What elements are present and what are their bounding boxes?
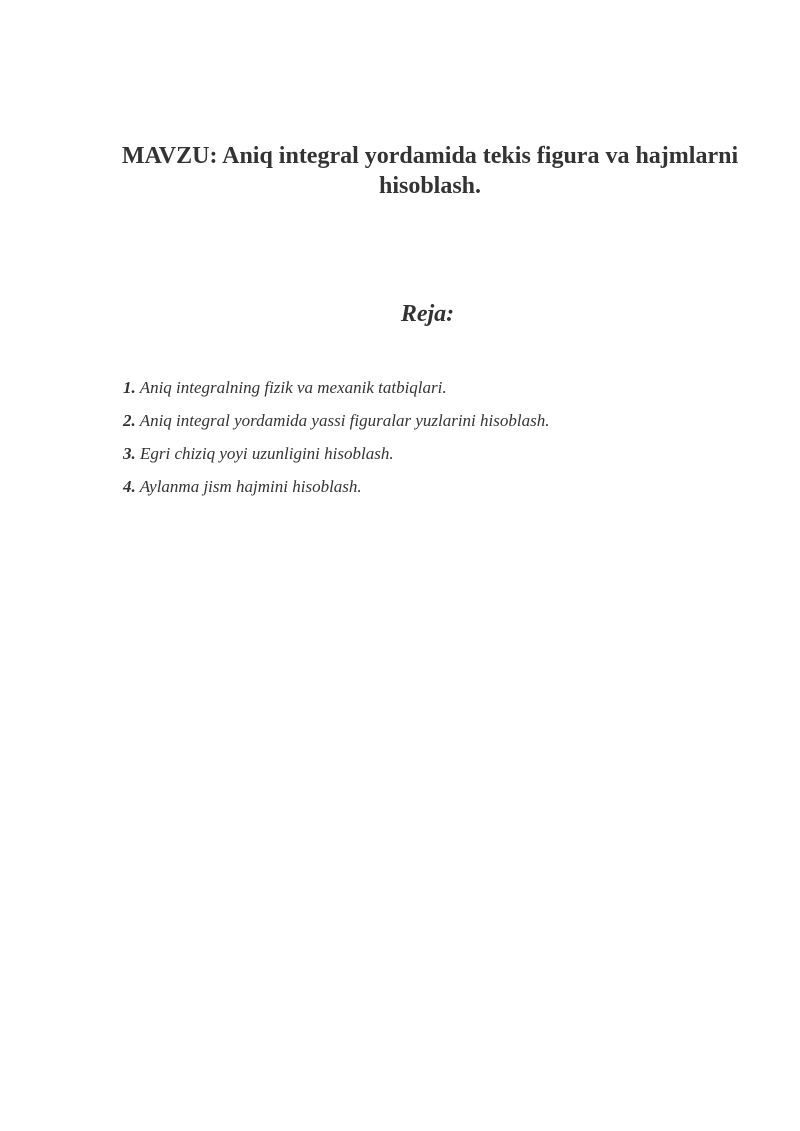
plan-item <box>123 377 743 410</box>
plan-list <box>123 377 743 509</box>
plan-item-number: 3. <box>123 444 136 463</box>
plan-item-number: 4. <box>123 477 136 496</box>
plan-item-text: Aniq integralning fizik va mexanik tatbiqlari. <box>139 378 447 397</box>
plan-item-text: Aniq integral yordamida yassi figuralar yuzlarini hisoblash. <box>139 411 550 430</box>
plan-item-number: 2. <box>123 411 136 430</box>
plan-item-number: 1. <box>123 378 136 397</box>
plan-item <box>123 476 743 509</box>
plan-item <box>123 410 743 443</box>
plan-heading: Reja: <box>400 301 455 327</box>
document-title: MAVZU: Aniq integral yordamida tekis figura va hajmlarni hisoblash. <box>121 143 739 199</box>
plan-item-text: Egri chiziq yoyi uzunligini hisoblash. <box>140 444 394 463</box>
plan-item-text: Aylanma jism hajmini hisoblash. <box>139 477 362 496</box>
plan-item <box>123 443 743 476</box>
